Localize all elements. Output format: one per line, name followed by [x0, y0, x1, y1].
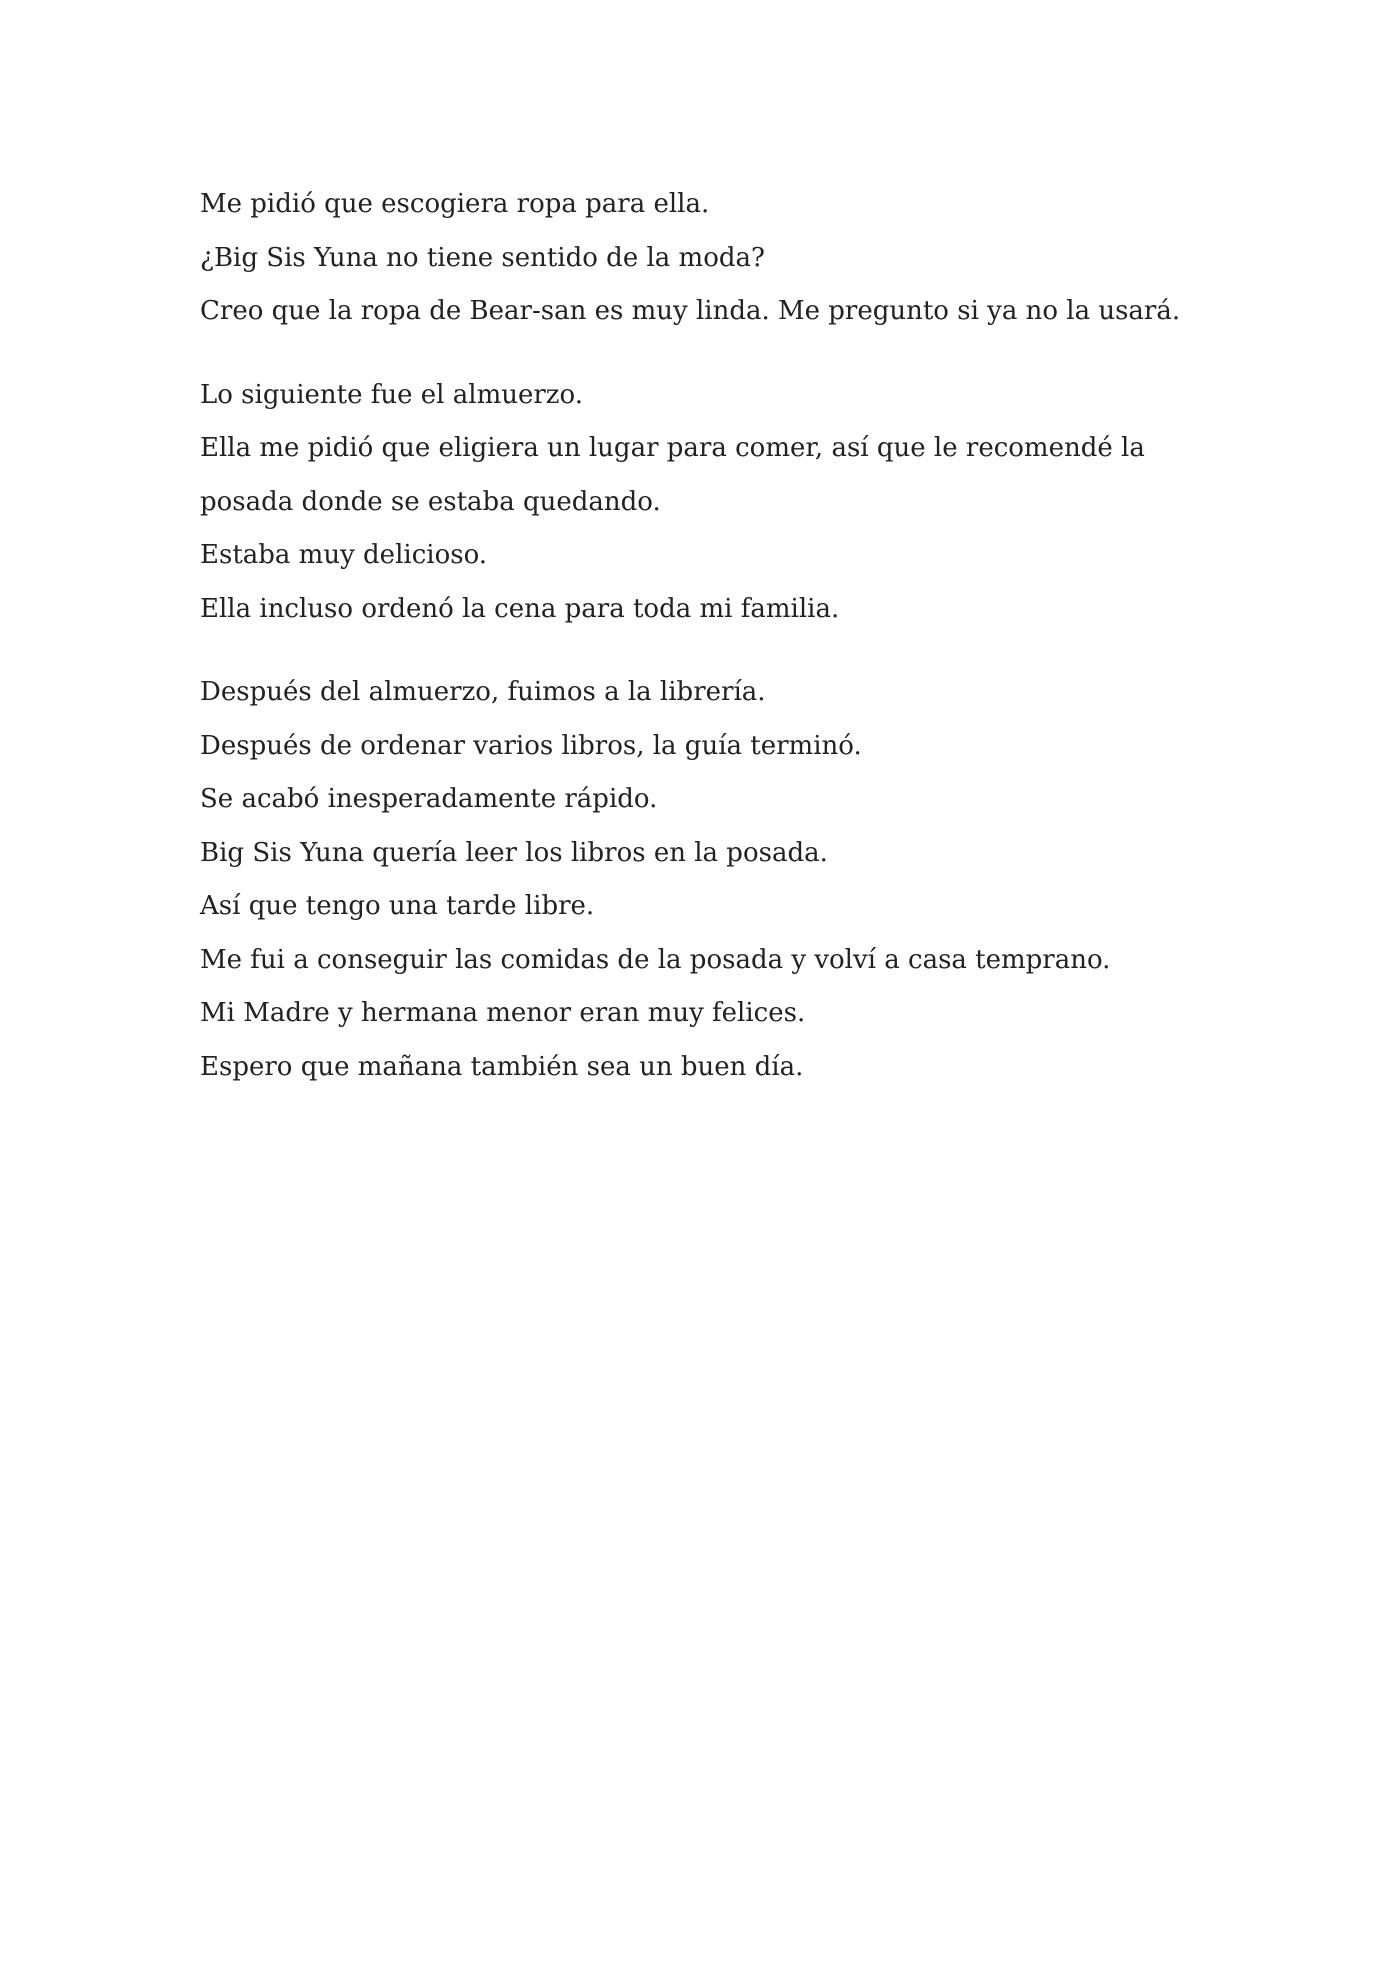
- text-line: Espero que mañana también sea un buen día.: [200, 1051, 804, 1082]
- text-line: Me fui a conseguir las comidas de la posada y volví a casa temprano.: [200, 944, 1111, 975]
- text-line: Estaba muy delicioso.: [200, 540, 488, 570]
- text-line: Así que tengo una tarde libre.: [200, 891, 595, 921]
- body-text: [200, 178, 1200, 1124]
- text-line: Ella me pidió que eligiera un lugar para comer, así que le recomendé la posada donde se estaba quedando.: [200, 433, 1145, 517]
- text-line: Mi Madre y hermana menor eran muy felices.: [200, 998, 806, 1028]
- text-line: Después del almuerzo, fuimos a la librería.: [200, 677, 766, 707]
- text-line: Lo siguiente fue el almuerzo.: [200, 379, 583, 410]
- text-line: Ella incluso ordenó la cena para toda mi familia.: [200, 593, 840, 624]
- paragraph-2: [200, 369, 1200, 637]
- text-line: Se acabó inesperadamente rápido.: [200, 784, 658, 814]
- paragraph-1: [200, 178, 1200, 339]
- text-line: ¿Big Sis Yuna no tiene sentido de la moda?: [200, 242, 765, 273]
- text-line: Big Sis Yuna quería leer los libros en la posada.: [200, 837, 828, 868]
- text-line: Después de ordenar varios libros, la guía terminó.: [200, 730, 862, 761]
- paragraph-3: [200, 666, 1200, 1094]
- text-line: Creo que la ropa de Bear-san es muy linda. Me pregunto si ya no la usará.: [200, 296, 1181, 326]
- text-line: Me pidió que escogiera ropa para ella.: [200, 189, 710, 219]
